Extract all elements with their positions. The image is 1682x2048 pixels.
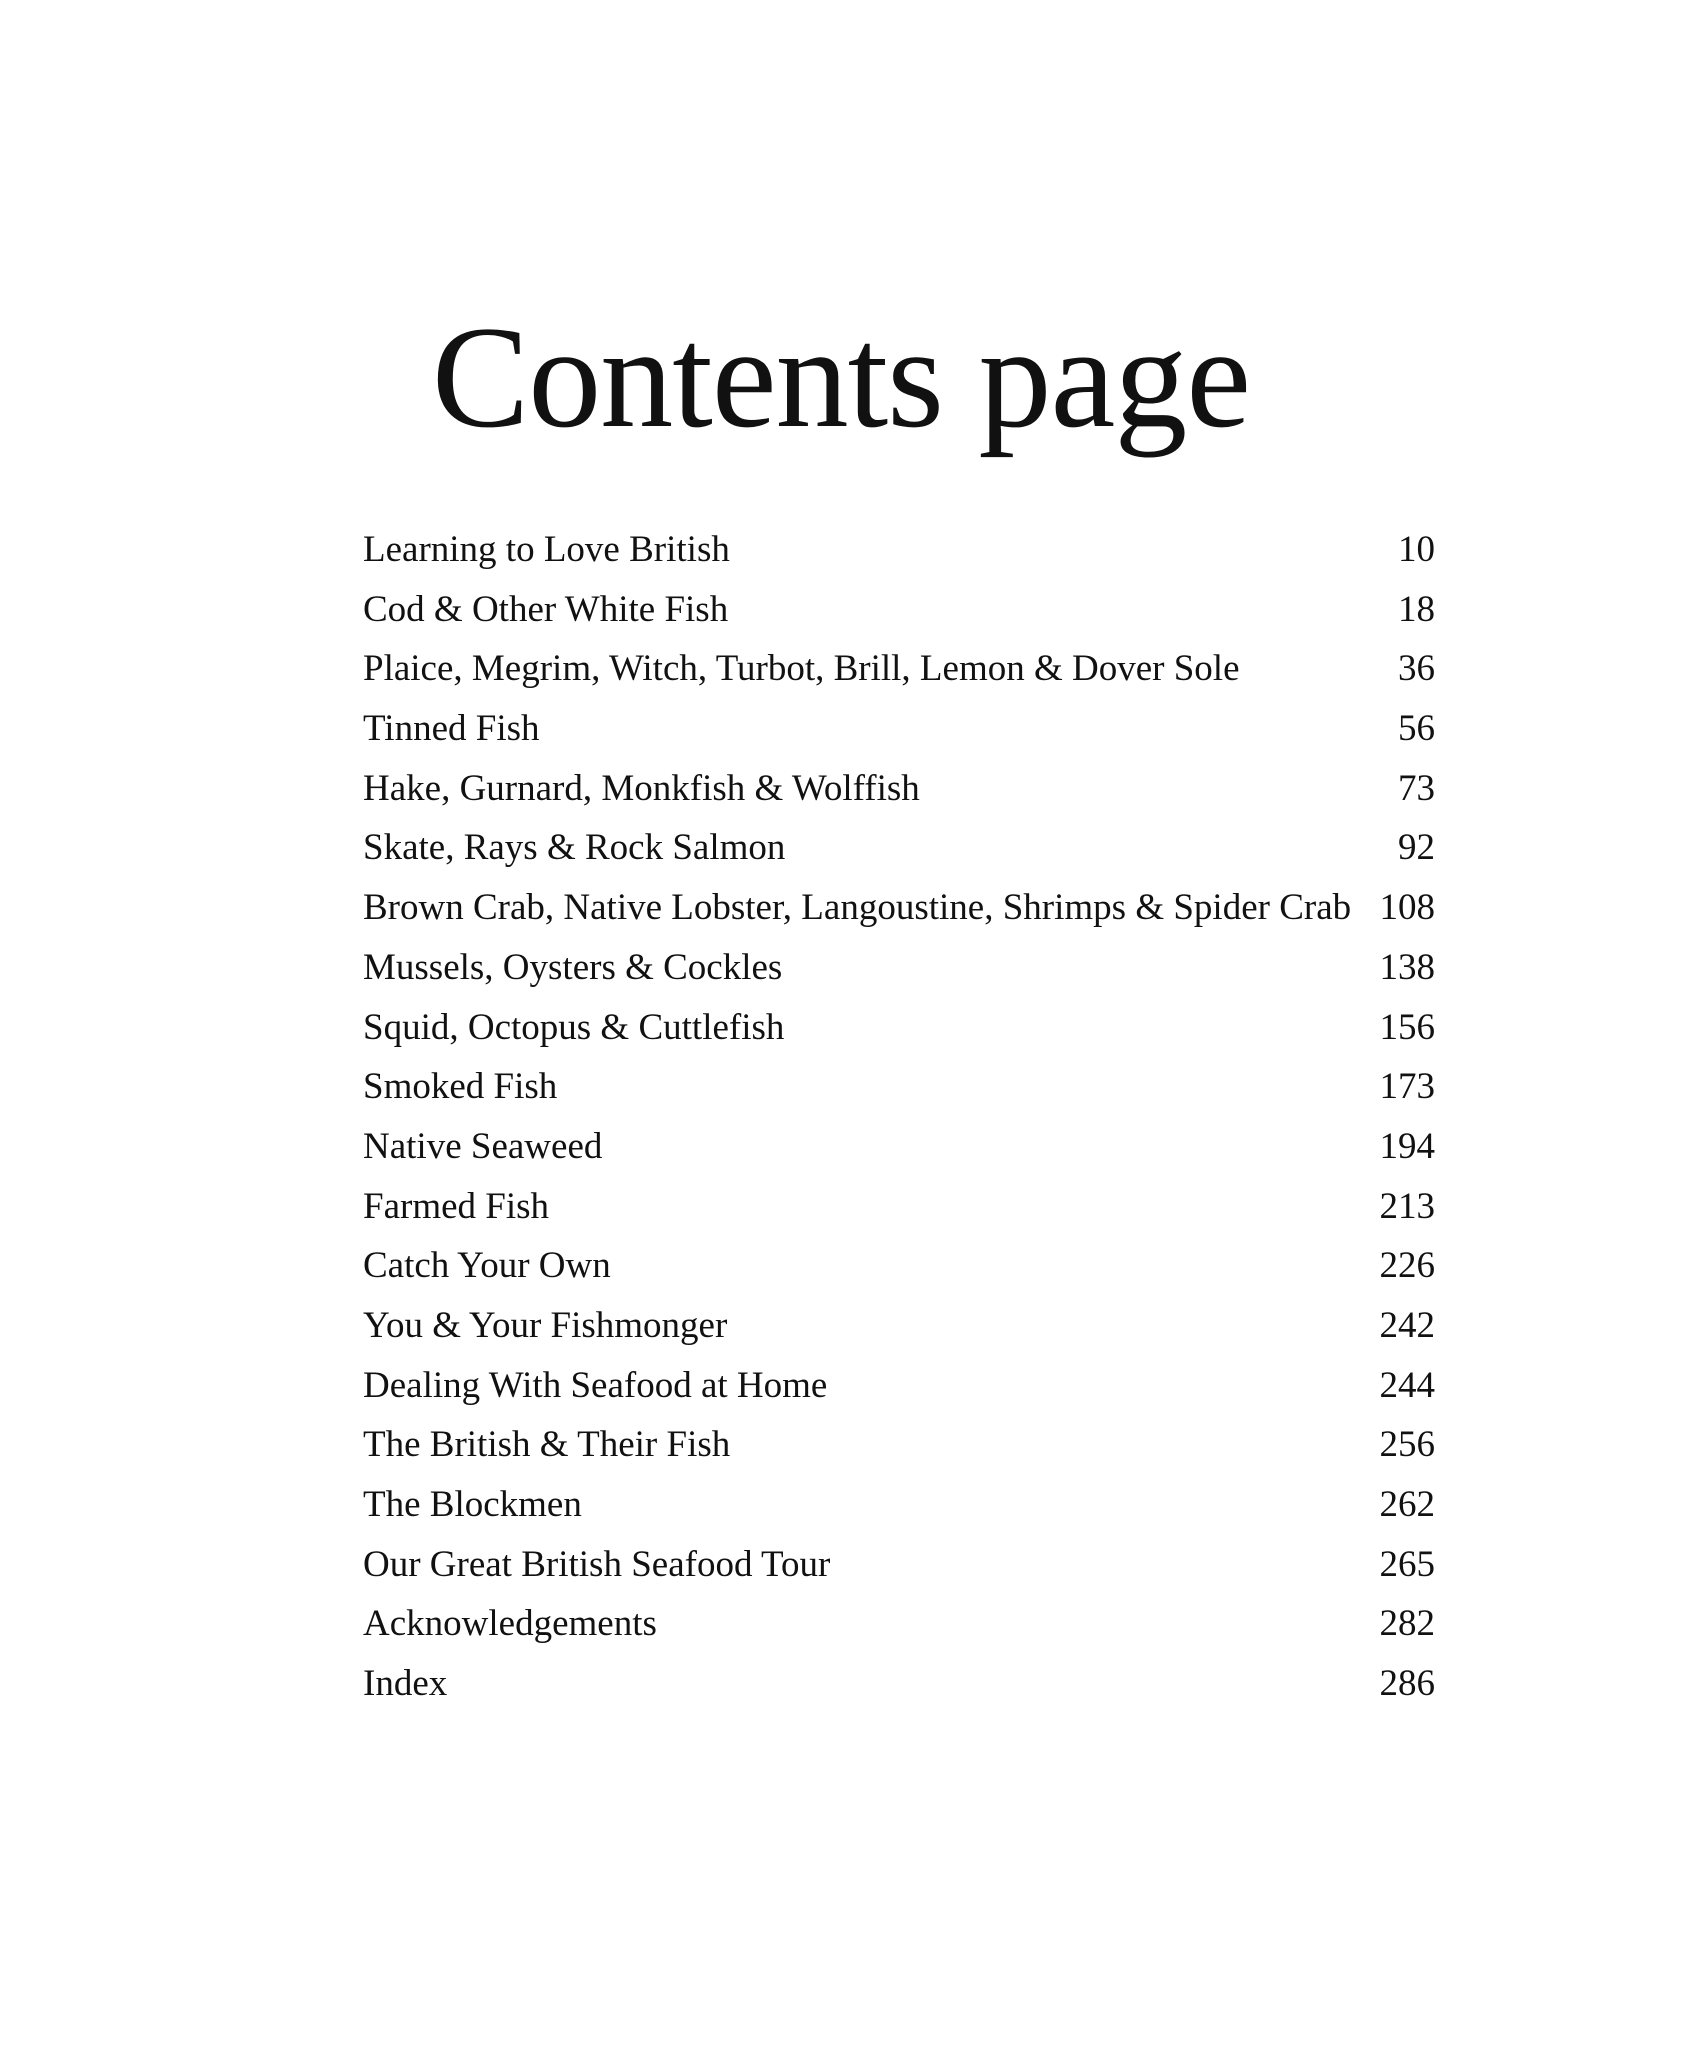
- toc-entry-title: Cod & Other White Fish: [363, 588, 729, 630]
- toc-entry-page: 226: [1379, 1245, 1435, 1287]
- toc-entry: [363, 1415, 1435, 1475]
- toc-entry-page: 156: [1379, 1006, 1435, 1048]
- toc-entry-title: Farmed Fish: [363, 1185, 550, 1227]
- toc-entry-page: 73: [1398, 767, 1435, 809]
- table-of-contents: [363, 520, 1435, 1714]
- toc-entry: [363, 998, 1435, 1058]
- toc-entry-title: Catch Your Own: [363, 1245, 611, 1287]
- toc-entry: [363, 1177, 1435, 1237]
- toc-entry-page: 10: [1398, 529, 1435, 570]
- toc-entry-page: 173: [1379, 1066, 1435, 1108]
- toc-entry-page: 244: [1379, 1364, 1435, 1406]
- toc-entry: [363, 520, 1435, 580]
- toc-entry-title: Dealing With Seafood at Home: [363, 1364, 828, 1406]
- toc-entry-title: Learning to Love British: [363, 529, 730, 570]
- toc-entry-page: 242: [1379, 1304, 1435, 1346]
- toc-entry-title: Native Seaweed: [363, 1125, 603, 1167]
- toc-entry-title: Skate, Rays & Rock Salmon: [363, 827, 786, 869]
- toc-entry-title: Index: [363, 1663, 448, 1705]
- toc-entry-title: Tinned Fish: [363, 708, 540, 750]
- toc-entry: [363, 878, 1435, 938]
- toc-entry: [363, 1057, 1435, 1117]
- toc-entry: [363, 1236, 1435, 1296]
- toc-entry-page: 282: [1379, 1603, 1435, 1645]
- toc-entry-title: Plaice, Megrim, Witch, Turbot, Brill, Lemon & Dover Sole: [363, 648, 1240, 690]
- toc-entry-page: 108: [1379, 887, 1435, 929]
- toc-entry-page: 92: [1398, 827, 1435, 869]
- toc-entry: [363, 1535, 1435, 1595]
- toc-entry-page: 256: [1379, 1424, 1435, 1466]
- toc-entry-title: Mussels, Oysters & Cockles: [363, 946, 783, 988]
- toc-entry-page: 56: [1398, 708, 1435, 750]
- toc-entry-title: Brown Crab, Native Lobster, Langoustine, Shrimps & Spider Crab: [363, 887, 1352, 929]
- toc-entry: [363, 580, 1435, 640]
- toc-entry-page: 194: [1379, 1125, 1435, 1167]
- page-title: Contents page: [431, 296, 1251, 458]
- toc-entry: [363, 639, 1435, 699]
- toc-entry-title: Acknowledgements: [363, 1603, 657, 1645]
- toc-entry-title: The British & Their Fish: [363, 1424, 731, 1466]
- toc-entry: [363, 818, 1435, 878]
- toc-entry: [363, 1654, 1435, 1714]
- toc-entry-title: The Blockmen: [363, 1484, 582, 1525]
- toc-entry-page: 286: [1379, 1663, 1435, 1705]
- toc-entry-page: 36: [1398, 648, 1435, 690]
- toc-entry: [363, 1296, 1435, 1356]
- toc-entry: [363, 1356, 1435, 1416]
- toc-entry-title: Smoked Fish: [363, 1066, 558, 1108]
- toc-entry: [363, 1475, 1435, 1535]
- toc-entry-page: 18: [1398, 588, 1435, 630]
- toc-entry-title: You & Your Fishmonger: [363, 1304, 728, 1346]
- toc-entry-page: 213: [1379, 1185, 1435, 1227]
- toc-entry-page: 138: [1379, 946, 1435, 988]
- toc-entry: [363, 938, 1435, 998]
- toc-entry-title: Hake, Gurnard, Monkfish & Wolffish: [363, 767, 920, 809]
- toc-entry-page: 265: [1379, 1543, 1435, 1585]
- toc-entry-title: Squid, Octopus & Cuttlefish: [363, 1006, 785, 1048]
- toc-entry-title: Our Great British Seafood Tour: [363, 1543, 831, 1585]
- toc-entry: [363, 759, 1435, 819]
- toc-entry: [363, 1117, 1435, 1177]
- toc-entry: [363, 699, 1435, 759]
- toc-entry: [363, 1594, 1435, 1654]
- toc-entry-page: 262: [1379, 1484, 1435, 1525]
